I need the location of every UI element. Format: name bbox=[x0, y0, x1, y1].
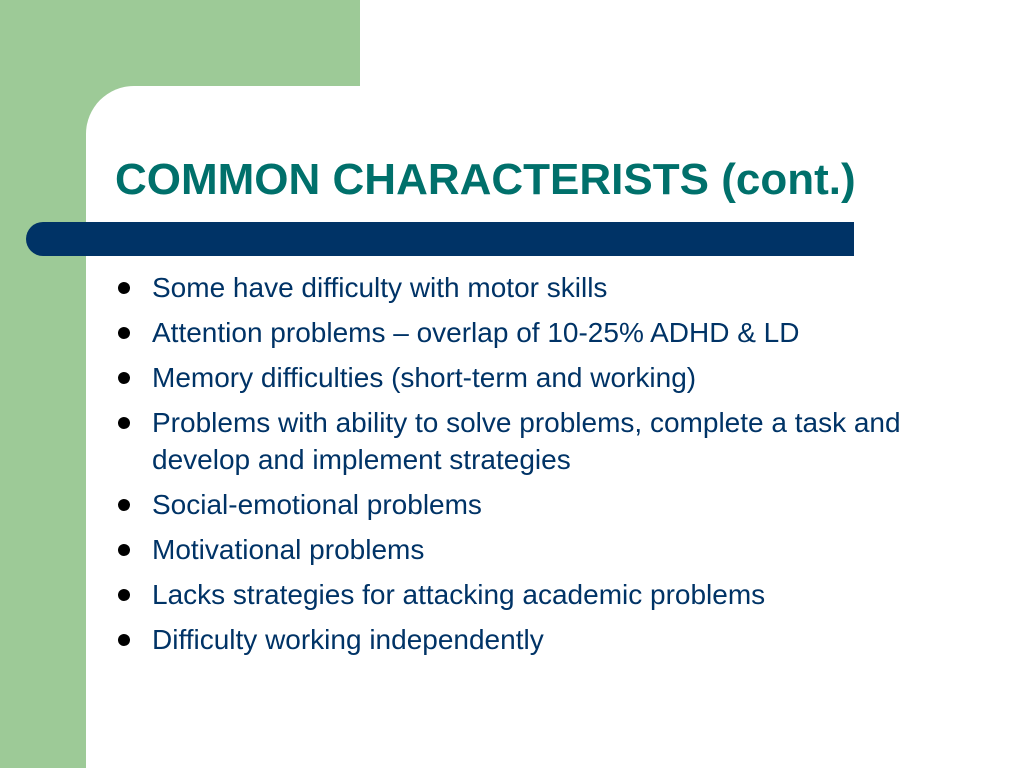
bullet-text: Memory difficulties (short-term and working) bbox=[152, 362, 697, 393]
bullet-item bbox=[115, 269, 995, 306]
bullet-dot-icon bbox=[118, 499, 130, 511]
bullet-text: Social-emotional problems bbox=[152, 489, 482, 520]
bullet-text: Some have difficulty with motor skills bbox=[152, 272, 608, 303]
bullet-dot-icon bbox=[118, 634, 130, 646]
bullet-item bbox=[115, 531, 995, 568]
bullet-dot-icon bbox=[118, 544, 130, 556]
bullet-dot-icon bbox=[118, 372, 130, 384]
bullet-dot-icon bbox=[118, 282, 130, 294]
bullet-item bbox=[115, 621, 995, 658]
bullet-list bbox=[115, 269, 995, 666]
bullet-item bbox=[115, 404, 995, 478]
bullet-text: Motivational problems bbox=[152, 534, 425, 565]
bullet-item bbox=[115, 314, 995, 351]
bullet-text: Difficulty working independently bbox=[152, 624, 544, 655]
bullet-text: Lacks strategies for attacking academic problems bbox=[152, 579, 766, 610]
slide-title: COMMON CHARACTERISTS (cont.) bbox=[115, 155, 856, 204]
bullet-dot-icon bbox=[118, 589, 130, 601]
title-underline-bar bbox=[26, 222, 854, 256]
bullet-item bbox=[115, 486, 995, 523]
bullet-text: Problems with ability to solve problems, complete a task and develop and implement strategies bbox=[152, 407, 901, 475]
bullet-dot-icon bbox=[118, 417, 130, 429]
bullet-text: Attention problems – overlap of 10-25% ADHD & LD bbox=[152, 317, 800, 348]
bullet-item bbox=[115, 359, 995, 396]
bullet-item bbox=[115, 576, 995, 613]
bullet-dot-icon bbox=[118, 327, 130, 339]
